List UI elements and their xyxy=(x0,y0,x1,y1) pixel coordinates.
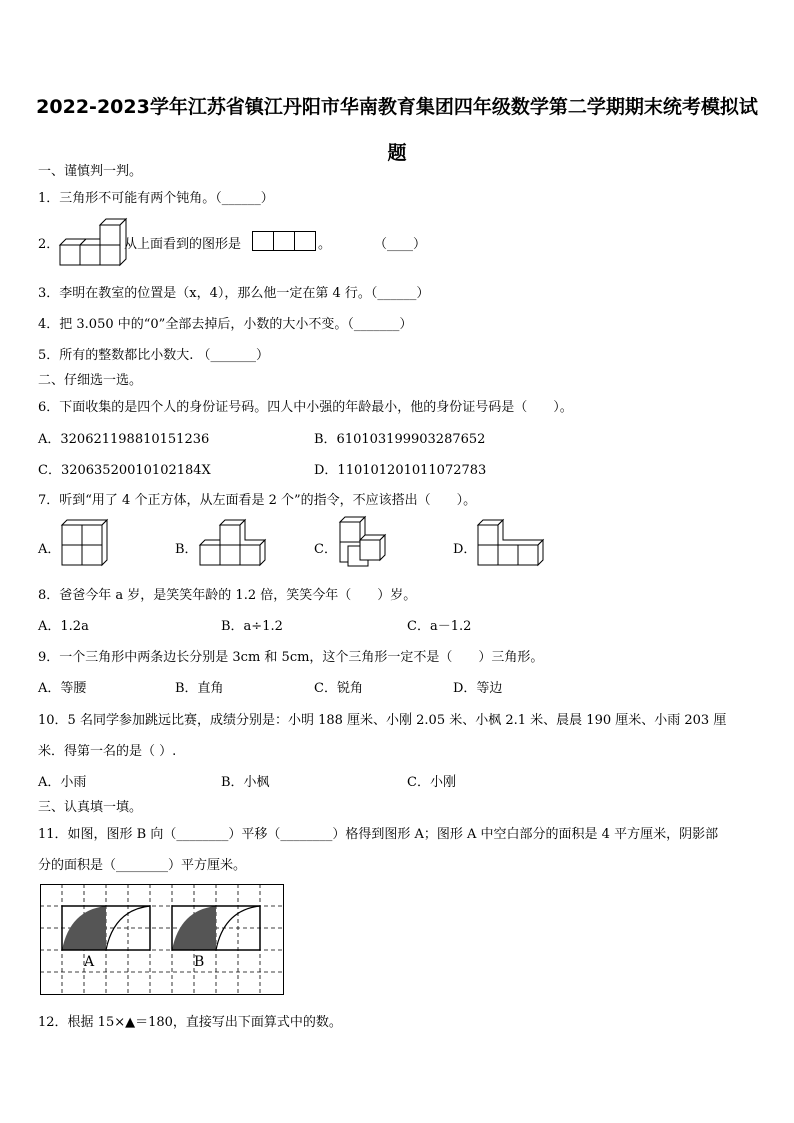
q2-top-view-boxes xyxy=(252,231,316,251)
q9-option-a: A．等腰 xyxy=(38,681,87,696)
q9-option-c: C．锐角 xyxy=(314,681,363,696)
title-line-1: 2022-2023学年江苏省镇江丹阳市华南教育集团四年级数学第二学期期末统考模拟试 xyxy=(36,96,758,118)
q7-option-a: A． xyxy=(38,542,61,557)
question-10-line-1: 10．5 名同学参加跳远比赛，成绩分别是：小明 188 厘米、小刚 2.05 米、小枫 2.1 米、晨晨 190 厘米、小雨 203 厘 xyxy=(38,713,727,728)
question-11-line-1: 11．如图，图形 B 向（________）平移（________）格得到图形 A；图形 A 中空白部分的面积是 4 平方厘米，阴影部 xyxy=(38,827,719,842)
q10-option-a: A．小雨 xyxy=(38,775,87,790)
q7-figure-b xyxy=(198,520,268,570)
question-1: 1．三角形不可能有两个钝角。（______） xyxy=(38,191,274,206)
title-line-2: 题 xyxy=(387,142,407,164)
q8-option-a: A．1.2a xyxy=(38,619,89,634)
q6-option-b: B．610103199903287652 xyxy=(314,432,486,447)
q11-grid-figure xyxy=(40,884,285,996)
q2-cube-figure xyxy=(60,218,124,268)
q7-figure-d xyxy=(476,520,546,570)
q6-option-c: C．32063520010102184X xyxy=(38,463,211,478)
question-2-tail: 。 xyxy=(318,237,332,252)
top-view-box xyxy=(295,231,316,251)
q9-option-b: B．直角 xyxy=(175,681,224,696)
question-5: 5．所有的整数都比小数大. （_______） xyxy=(38,348,270,363)
top-view-box xyxy=(274,231,295,251)
question-2-blank: （____） xyxy=(374,237,427,252)
question-8-stem: 8．爸爸今年 a 岁，是笑笑年龄的 1.2 倍，笑笑今年（ ）岁。 xyxy=(38,588,417,603)
label-a: A xyxy=(84,954,95,970)
q10-option-b: B．小枫 xyxy=(221,775,270,790)
question-4: 4．把 3.050 中的“0”全部去掉后，小数的大小不变。（_______） xyxy=(38,317,413,332)
section-1-heading: 一、谨慎判一判。 xyxy=(38,164,143,179)
question-12: 12．根据 15×▲＝180，直接写出下面算式中的数。 xyxy=(38,1015,342,1030)
q7-option-b: B． xyxy=(175,542,198,557)
question-2-number: 2． xyxy=(38,237,60,252)
label-b: B xyxy=(194,954,205,970)
section-2-heading: 二、仔细选一选。 xyxy=(38,373,143,388)
question-3: 3．李明在教室的位置是（x，4），那么他一定在第 4 行。（______） xyxy=(38,286,430,301)
q7-figure-c xyxy=(338,516,388,572)
question-6-stem: 6．下面收集的是四个人的身份证号码。四人中小强的年龄最小，他的身份证号码是（ ）。 xyxy=(38,400,573,415)
section-3-heading: 三、认真填一填。 xyxy=(38,800,143,815)
q9-option-d: D．等边 xyxy=(453,681,503,696)
q8-option-c: C．a－1.2 xyxy=(407,619,472,634)
q6-option-d: D．110101201011072783 xyxy=(314,463,487,478)
q10-option-c: C．小刚 xyxy=(407,775,456,790)
question-2-text: 从上面看到的图形是 xyxy=(124,237,242,252)
question-7-stem: 7．听到“用了 4 个正方体，从左面看是 2 个”的指令，不应该搭出（ ）。 xyxy=(38,493,477,508)
q7-figure-a xyxy=(60,520,110,570)
q6-option-a: A．320621198810151236 xyxy=(38,432,210,447)
q7-option-c: C． xyxy=(314,542,337,557)
question-11-line-2: 分的面积是（________）平方厘米。 xyxy=(38,858,247,873)
q7-option-d: D． xyxy=(453,542,477,557)
question-10-line-2: 米．得第一名的是（ ）. xyxy=(38,744,177,759)
top-view-box xyxy=(252,231,274,251)
question-9-stem: 9．一个三角形中两条边长分别是 3cm 和 5cm，这个三角形一定不是（ ）三角形。 xyxy=(38,650,544,665)
q8-option-b: B．a÷1.2 xyxy=(221,619,283,634)
